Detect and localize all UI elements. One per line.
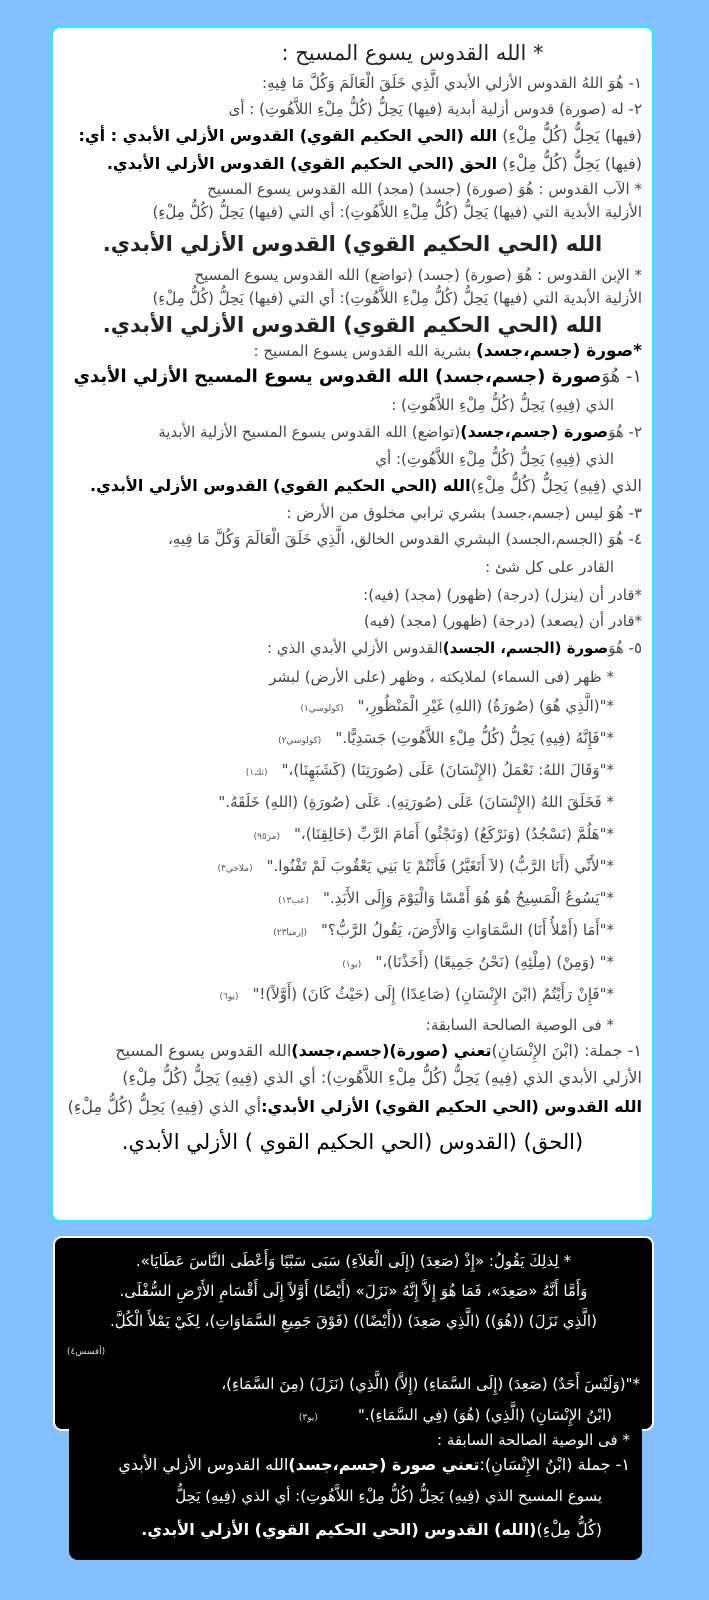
verse-reference: (يو١) <box>342 960 362 970</box>
son-heading: * الإبن القدوس : هُوَ (صورة) (جسد) (تواضع) الله القدوس يسوع المسيح <box>194 266 642 284</box>
list-item: ٣- هُوَ ليس (جسم،جسد) بشري ترابي مخلوق من الأرض : <box>286 504 642 522</box>
verse-reference: (مز٩٥) <box>253 832 280 842</box>
verse-line: *"فَإِنَّهُ (فِيهِ) يَحِلُّ (كُلُّ مِلْءِ اللاَّهُوتِ) جَسَدِيًّا."(كولوسي٢) <box>278 729 614 747</box>
verse-line: *"فَإِنْ رَأَيْتُمُ (ابْنَ الإِنْسَانِ) (صَاعِدًا) إِلَى (حَيْثُ كَانَ) (أَوَّلاً)!"(يو٦) <box>219 985 614 1003</box>
black-text-panel-continued <box>69 1426 642 1560</box>
black-text-panel <box>53 1236 654 1431</box>
verse-line: *" (وَمِنْ) (مِلْئِهِ) (نَحْنُ جَمِيعًا) (أَخَذْنَا)،"(يو١) <box>342 953 614 971</box>
list-item: ١- جملة (ابْنُ الإِنْسَانِ):تعني صورة (جسم،جسد)الله القدوس الأزلي الأبدي <box>118 1455 630 1474</box>
verse-line: *"وَقَالَ اللهُ: نَعْمَلُ (الإِنْسَانَ) عَلَى (صُورَتِنَا) (كَشَبَهِنَا)،"(تك١) <box>245 761 614 779</box>
text-line: * لِذلِكَ يَقُولُ: «إِذْ (صَعِدَ) (إِلَى الْعَلاَءِ) سَبَى سَبْيًا وَأَعْطَى النَّاسَ عَطَايَا». <box>135 1252 572 1270</box>
text-line: يسوع المسيح الذي (فِيهِ) يَحِلُّ (كُلُّ مِلْءِ اللاَّهُوتِ): أي الذي (فِيهِ) يَحِلُّ <box>175 1487 602 1505</box>
text-line: الله القدوس (الحي الحكيم القوي) الأزلي الأبدي:أي الذي (فِيهِ) يَحِلُّ (كُلُّ مِلْءِ) <box>67 1097 642 1116</box>
white-text-panel <box>51 26 654 1222</box>
verse-reference: (يو٣) <box>298 1413 318 1423</box>
emphasis-line: (الحق) (القدوس (الحي الحكيم القوي ) الأزلي الأبدي. <box>121 1130 584 1154</box>
text-line: وَأَمَّا أَنَّهُ «صَعِدَ»، فَمَا هُوَ إِلاَّ إِنَّهُ «نَزَلَ» (أَيْضًا) أَوَّلاً إِلَى أَقْسَامِ الأَرْضِ السُّفْلَى. <box>119 1282 588 1300</box>
list-item: ١- جملة: (ابْنَ الإِنْسَانِ)تعني (صورة)(جسم،جسد)الله القدوس يسوع المسيح <box>115 1041 642 1060</box>
verse-reference: (إرميا٢٣) <box>273 928 307 938</box>
commandment-heading: * فى الوصية الصالحة السابقة : <box>437 1431 630 1449</box>
verse-line: * فَخَلَقَ اللهُ (الإِنْسَانَ) عَلَى (صُورَتِهِ). عَلَى (صُورَةِ) (اللهِ) خَلَقَهُ." <box>218 793 614 811</box>
text-line: الذي (فِيهِ) يَحِلُّ (كُلُّ مِلْءِ اللاَّهُوتِ) : <box>391 396 614 414</box>
verse-line: *"(وَلَيْسَ أَحَدٌ) (صَعِدَ) (إِلَى السَّمَاءِ) (إِلاَّ) (الَّذِي) (نَزَلَ) (مِنَ السَّمَاءِ)، <box>221 1375 640 1393</box>
text-line: *قادر أن (يصعد) (درجة) (ظهور) (مجد) (فيه) <box>363 612 642 630</box>
verse-reference: (أفسس٤) <box>67 1347 106 1357</box>
text-line: * ظهر (فى السماء) لملايكته ، وظهر (على الأرض) لبشر <box>269 668 614 686</box>
verse-reference: (ملاخي٣) <box>217 864 253 874</box>
image-heading: *صورة (جسم،جسد) بشرية الله القدوس يسوع المسيح : <box>253 341 642 361</box>
verse-line: *"هَلُمَّ (نَسْجُدُ) (وَنَرْكَعُ) (وَنَجْثُو) أَمَامَ الرَّبِّ (خَالِقِنَا)،"(مز٩٥) <box>253 825 614 843</box>
emphasis-line: الله (الحي الحكيم القوي) القدوس الأزلي الأبدي. <box>102 232 603 256</box>
list-item: ٤- هُوَ (الجسم،الجسد) البشري القدوس الخالق، الَّذِي خَلَقَ الْعَالَمَ وَكُلَّ مَا فِيهِ، <box>167 530 642 548</box>
verse-reference: (كولوسي١) <box>300 704 344 714</box>
text-line: الأزلي الأبدي الذي (فِيهِ) يَحِلُّ (كُلُّ مِلْءِ اللاَّهُوتِ): أي الذي (فِيهِ) يَحِلُّ (كُلُّ مِلْءِ) <box>122 1068 642 1087</box>
emphasis-line: الله (الحي الحكيم القوي) القدوس الأزلي الأبدي. <box>102 313 603 337</box>
verse-reference: (يو٦) <box>219 992 239 1002</box>
list-item: ٢- هُوَصورة (جسم،جسد)(تواضع) الله القدوس يسوع المسيح الأزلية الأبدية <box>158 422 642 441</box>
text-line: الذي (فِيهِ) يَحِلُّ (كُلُّ مِلْءِ)الله (الحي الحكيم القوي) القدوس الأزلي الأبدي. <box>89 476 642 495</box>
father-heading: * الآب القدوس : هُوَ (صورة) (جسد) (مجد) الله القدوس يسوع المسيح <box>207 180 642 198</box>
verse-line: (ابْنُ الإِنْسَانِ) (الَّذِي) (هُوَ) (فِي السَّمَاءِ)."(يو٣) <box>298 1406 612 1424</box>
verse-line: *"يَسُوعُ الْمَسِيحُ هُوَ هُوَ أَمْسًا وَالْيَوْمَ وَإِلَى الأَبَدِ."(عب١٣) <box>278 889 614 907</box>
page-title: * الله القدوس يسوع المسيح : <box>281 41 544 65</box>
text-line: (فيها) يَحِلُّ (كُلُّ مِلْءِ) الحق (الحي الحكيم القوي) القدوس الأزلي الأبدي. <box>106 154 642 173</box>
text-line: ١- هُوَ اللهُ القدوس الأزلي الأبدي الَّذِي خَلَقَ الْعَالَمَ وَكُلَّ مَا فِيهِ: <box>262 74 642 92</box>
text-line: الأزلية الأبدية التي (فيها) يَحِلُّ (كُلُّ مِلْءِ اللاَّهُوتِ): أي التي (فيها) يَحِلُّ (كُلُّ مِلْءِ) <box>152 203 642 221</box>
verse-line: *"لأَنِّي (أَنَا الرَّبُّ) (لاَ أَتَغَيَّرُ) فَأَنْتُمْ يَا بَنِي يَعْقُوبَ لَمْ تَفْنُوا."(ملاخي٣) <box>217 857 614 875</box>
text-line: القادر على كل شئ : <box>485 558 614 576</box>
commandment-heading: * فى الوصية الصالحة السابقة: <box>425 1016 614 1034</box>
verse-reference: (عب١٣) <box>278 896 310 906</box>
text-line: ٢- له (صورة) قدوس أزلية أبدية (فيها) يَحِلُّ (كُلُّ مِلْءِ اللاَّهُوتِ) : أى <box>228 100 642 118</box>
verse-reference: (تك١) <box>245 768 268 778</box>
verse-list <box>63 692 642 1012</box>
text-line: (كُلُّ مِلْءِ)(الله) القدوس (الحي الحكيم القوي) الأزلي الأبدي. <box>141 1520 602 1539</box>
list-item: ١- هُوَصورة (جسم،جسد) الله القدوس يسوع المسيح الأزلي الأبدي <box>73 366 642 387</box>
verse-reference: (كولوسي٢) <box>278 736 322 746</box>
text-line: الأزلية الأبدية التي (فيها) يَحِلُّ (كُلُّ مِلْءِ اللاَّهُوتِ): أي التي (فيها) يَحِلُّ (كُلُّ مِلْءِ) <box>152 289 642 307</box>
verse-line: *"(الَّذِي هُوَ) (صُورَةُ) (اللهِ) غَيْرِ الْمَنْظُورِ،"(كولوسي١) <box>300 697 614 715</box>
text-line: (الَّذِي نَزَلَ) ((هُوَ)) (الَّذِي صَعِدَ) ((أَيْضًا)) (فَوْقَ جَمِيعِ السَّمَاوَاتِ)، لِكَيْ يَمْلأَ الْكُلَّ. <box>110 1312 597 1330</box>
text-line: الذي (فِيهِ) يَحِلُّ (كُلُّ مِلْءِ اللاَّهُوتِ): أي <box>375 450 614 468</box>
list-item: ٥- هُوَصورة (الجسم، الجسد)القدوس الأزلي الأبدي الذي : <box>266 639 642 657</box>
text-line: (فيها) يَحِلُّ (كُلُّ مِلْءِ) الله (الحي الحكيم القوي) القدوس الأزلي الأبدي : أي: <box>78 126 642 145</box>
text-line: *قادر أن (ينزل) (درجة) (ظهور) (مجد) (فيه): <box>363 586 642 604</box>
verse-line: *"أَمَا (أَمْلأُ أَنَا) السَّمَاوَاتِ وَالأَرْضَ، يَقُولُ الرَّبُّ؟"(إرميا٢٣) <box>273 921 614 939</box>
